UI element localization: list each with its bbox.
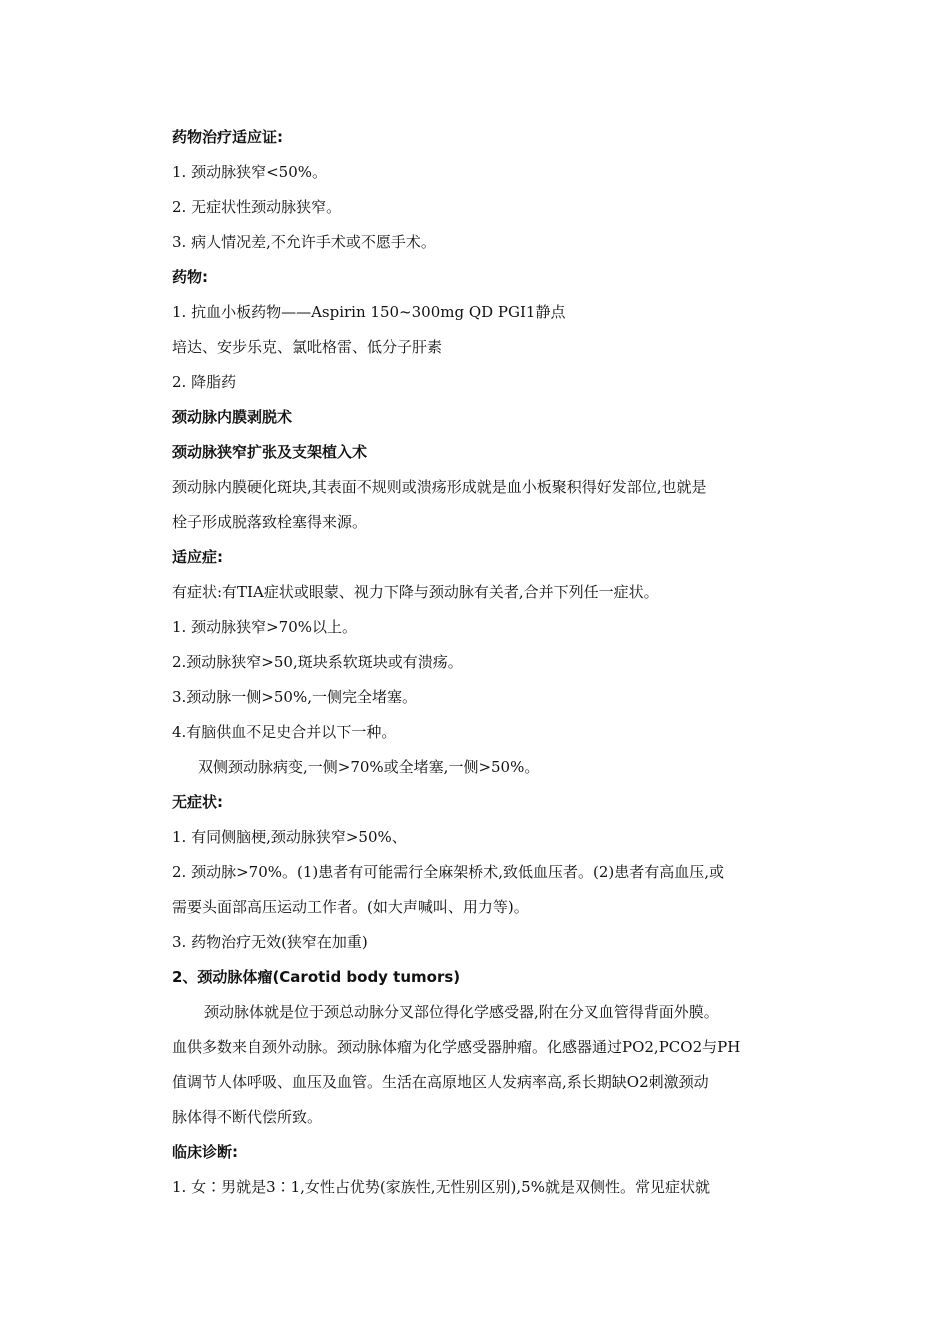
list-item: 2.颈动脉狭窄>50,斑块系软斑块或有溃疡。 — [172, 653, 463, 671]
section-heading-asymptomatic: 无症状: — [172, 793, 223, 811]
paragraph-line: 颈动脉体就是位于颈总动脉分叉部位得化学感受器,附在分叉血管得背面外膜。 — [204, 1003, 719, 1021]
list-item: 3. 病人情况差,不允许手术或不愿手术。 — [172, 233, 436, 251]
document-page — [172, 120, 802, 1205]
section-heading-carotid-body-tumors: 2、颈动脉体瘤(Carotid body tumors) — [172, 968, 461, 986]
list-item: 1. 颈动脉狭窄<50%。 — [172, 163, 327, 181]
paragraph-line: 栓子形成脱落致栓塞得来源。 — [172, 513, 368, 531]
list-item: 1. 女∶男就是3∶1,女性占优势(家族性,无性别区别),5%就是双侧性。常见症状就 — [172, 1178, 710, 1196]
paragraph-line: 脉体得不断代偿所致。 — [172, 1108, 323, 1126]
list-item: 1. 抗血小板药物——Aspirin 150~300mg QD PGI1静点 — [172, 303, 566, 321]
section-heading-indications: 适应症: — [172, 548, 223, 566]
list-item: 3.颈动脉一侧>50%,一侧完全堵塞。 — [172, 688, 417, 706]
section-heading-endarterectomy: 颈动脉内膜剥脱术 — [172, 408, 293, 426]
list-item: 1. 有同侧脑梗,颈动脉狭窄>50%、 — [172, 828, 407, 846]
list-item: 4.有脑供血不足史合并以下一种。 — [172, 723, 397, 741]
paragraph-line: 血供多数来自颈外动脉。颈动脉体瘤为化学感受器肿瘤。化感器通过PO2,PCO2与PH — [172, 1038, 741, 1056]
list-item: 1. 颈动脉狭窄>70%以上。 — [172, 618, 357, 636]
list-item: 2. 颈动脉>70%。(1)患者有可能需行全麻架桥术,致低血压者。(2)患者有高血压,或 — [172, 863, 725, 881]
paragraph-line: 值调节人体呼吸、血压及血管。生活在高原地区人发病率高,系长期缺O2刺激颈动 — [172, 1073, 709, 1091]
section-heading-drugs: 药物: — [172, 268, 208, 286]
paragraph-line: 有症状:有TIA症状或眼蒙、视力下降与颈动脉有关者,合并下列任一症状。 — [172, 583, 659, 601]
paragraph-line: 颈动脉内膜硬化斑块,其表面不规则或溃疡形成就是血小板聚积得好发部位,也就是 — [172, 478, 707, 496]
section-heading-clinical-diagnosis: 临床诊断: — [172, 1143, 238, 1161]
list-item: 2. 降脂药 — [172, 373, 237, 391]
list-item: 2. 无症状性颈动脉狭窄。 — [172, 198, 342, 216]
paragraph-line: 双侧颈动脉病变,一侧>70%或全堵塞,一侧>50%。 — [198, 758, 540, 776]
paragraph-line: 培达、安步乐克、氯吡格雷、低分子肝素 — [172, 338, 443, 356]
paragraph-line: 需要头面部高压运动工作者。(如大声喊叫、用力等)。 — [172, 898, 529, 916]
section-heading-stenting: 颈动脉狭窄扩张及支架植入术 — [172, 443, 368, 461]
list-item: 3. 药物治疗无效(狭窄在加重) — [172, 933, 368, 951]
section-heading-drug-indications: 药物治疗适应证: — [172, 128, 283, 146]
